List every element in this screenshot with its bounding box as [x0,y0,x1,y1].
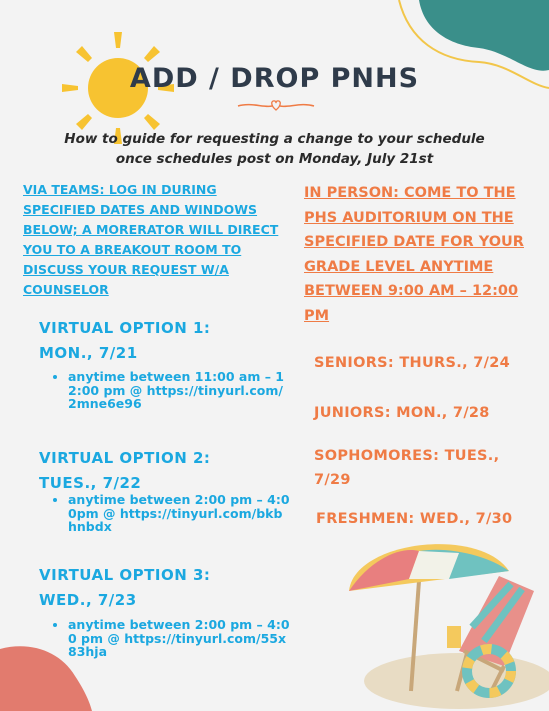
juniors-date: JUNIORS: MON., 7/28 [314,405,490,421]
virtual-option-1-details [52,370,290,411]
beach-umbrella-chair-illustration [339,531,549,711]
page-title: ADD / DROP PNHS [129,63,420,94]
virtual-option-heading: VIRTUAL OPTION 1: [39,319,211,337]
virtual-option-date: MON., 7/21 [39,344,138,362]
virtual-option-1 [39,316,210,366]
subtitle-line-1: How to guide for requesting a change to your schedule [64,131,485,147]
teams-instructions: VIA TEAMS: LOG IN DURING SPECIFIED DATES AND WINDOWS BELOW; A MORERATOR WILL DIRECT YOU TO A BREAKOUT ROOM TO DISCUSS YOUR REQUEST W/A COUNSELOR [23,182,279,297]
virtual-option-2 [39,446,210,496]
virtual-option-heading: VIRTUAL OPTION 3: [39,566,211,584]
subtitle [0,129,549,169]
virtual-option-date: WED., 7/23 [39,591,137,609]
heart-divider-icon [236,98,316,112]
virtual-option-3 [39,563,210,613]
virtual-option-detail: • anytime between 2:00 pm – 4:00 pm @ https://tinyurl.com/55x83hja [68,618,290,659]
subtitle-line-2: once schedules post on Monday, July 21st [115,151,434,167]
virtual-option-heading: VIRTUAL OPTION 2: [39,449,211,467]
virtual-option-detail: • anytime between 2:00 pm – 4:00pm @ https://tinyurl.com/bkbhnbdx [68,493,290,534]
virtual-option-detail: • anytime between 11:00 am – 12:00 pm @ https://tinyurl.com/2mne6e96 [68,370,290,411]
seniors-date: SENIORS: THURS., 7/24 [314,355,510,371]
sophomores-date: SOPHOMORES: TUES., 7/29 [314,448,500,488]
virtual-option-date: TUES., 7/22 [39,474,142,492]
virtual-option-2-details [52,493,290,534]
in-person-instructions: IN PERSON: COME TO THE PHS AUDITORIUM ON THE SPECIFIED DATE FOR YOUR GRADE LEVEL ANYTIME BETWEEN 9:00 AM – 12:00 PM [304,185,524,324]
coral-wave-decoration [0,641,95,711]
freshmen-date: FRESHMEN: WED., 7/30 [316,511,513,527]
